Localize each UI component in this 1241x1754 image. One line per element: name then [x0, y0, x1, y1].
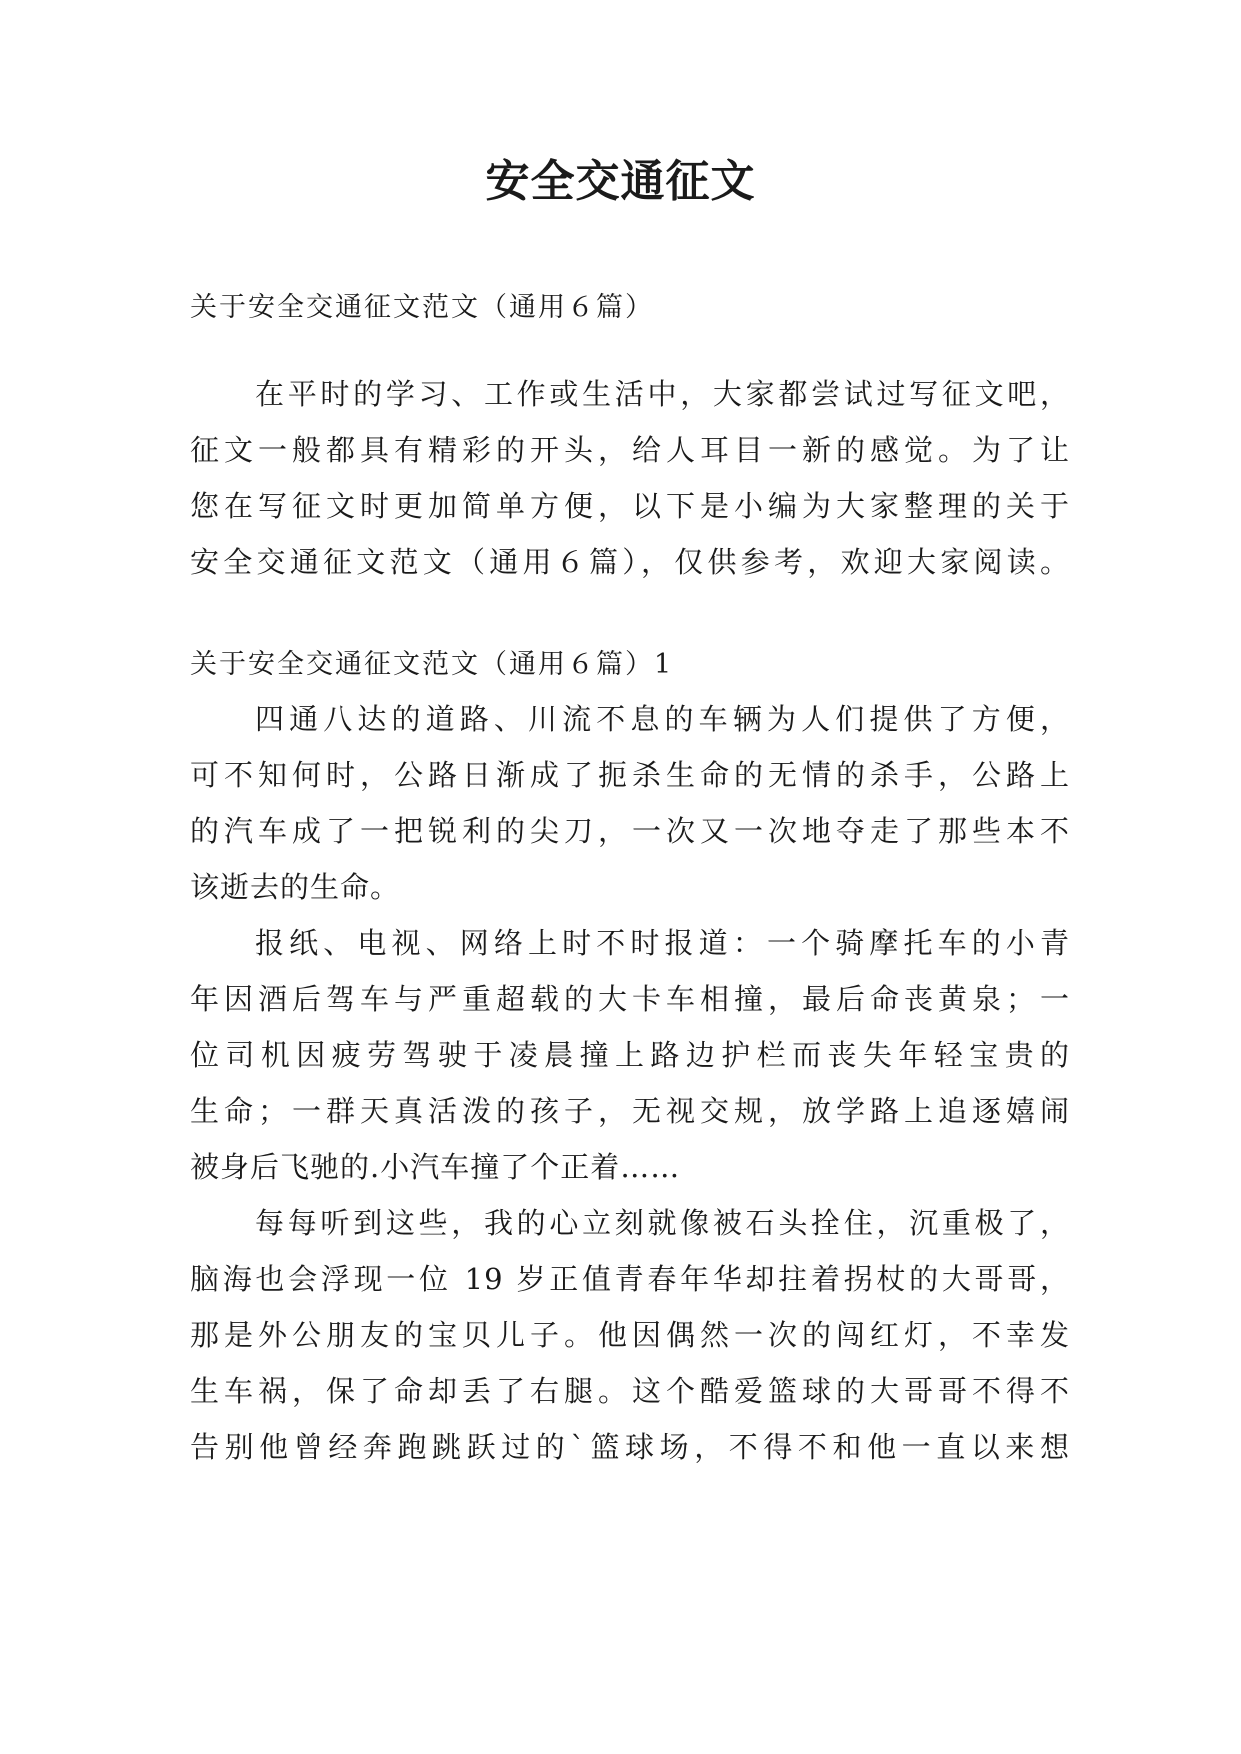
- body-line: 被身后飞驰的.小汽车撞了个正着……: [190, 1150, 681, 1184]
- section-heading: 关于安全交通征文范文（通用６篇）1: [190, 649, 674, 680]
- body-line: 脑海也会浮现一位 19 岁正值青春年华却拄着拐杖的大哥哥，: [190, 1262, 1070, 1296]
- body-line: 每每听到这些，我的心立刻就像被石头拴住，沉重极了，: [255, 1206, 1070, 1240]
- intro-line: 在平时的学习、工作或生活中，大家都尝试过写征文吧，: [255, 377, 1070, 411]
- body-line: 的汽车成了一把锐利的尖刀，一次又一次地夺走了那些本不: [190, 814, 1070, 848]
- intro-line: 您在写征文时更加简单方便，以下是小编为大家整理的关于: [190, 489, 1070, 523]
- intro-line: 安全交通征文范文（通用６篇），仅供参考，欢迎大家阅读。: [190, 545, 1070, 579]
- body-line: 位司机因疲劳驾驶于凌晨撞上路边护栏而丧失年轻宝贵的: [190, 1038, 1070, 1072]
- body-line: 告别他曾经奔跑跳跃过的`篮球场，不得不和他一直以来想: [190, 1430, 1070, 1464]
- body-line: 可不知何时，公路日渐成了扼杀生命的无情的杀手，公路上: [190, 758, 1070, 792]
- body-line: 生命；一群天真活泼的孩子，无视交规，放学路上追逐嬉闹: [190, 1094, 1070, 1128]
- body-line: 生车祸，保了命却丢了右腿。这个酷爱篮球的大哥哥不得不: [190, 1374, 1070, 1408]
- body-line: 四通八达的道路、川流不息的车辆为人们提供了方便，: [255, 702, 1070, 736]
- intro-line: 征文一般都具有精彩的开头，给人耳目一新的感觉。为了让: [190, 433, 1070, 467]
- body-line: 年因酒后驾车与严重超载的大卡车相撞，最后命丧黄泉；一: [190, 982, 1070, 1016]
- document-title: 安全交通征文: [485, 156, 756, 207]
- body-line: 该逝去的生命。: [190, 870, 401, 904]
- body-line: 那是外公朋友的宝贝儿子。他因偶然一次的闯红灯，不幸发: [190, 1318, 1070, 1352]
- document-subtitle: 关于安全交通征文范文（通用６篇）: [190, 292, 654, 323]
- body-line: 报纸、电视、网络上时不时报道：一个骑摩托车的小青: [255, 926, 1070, 960]
